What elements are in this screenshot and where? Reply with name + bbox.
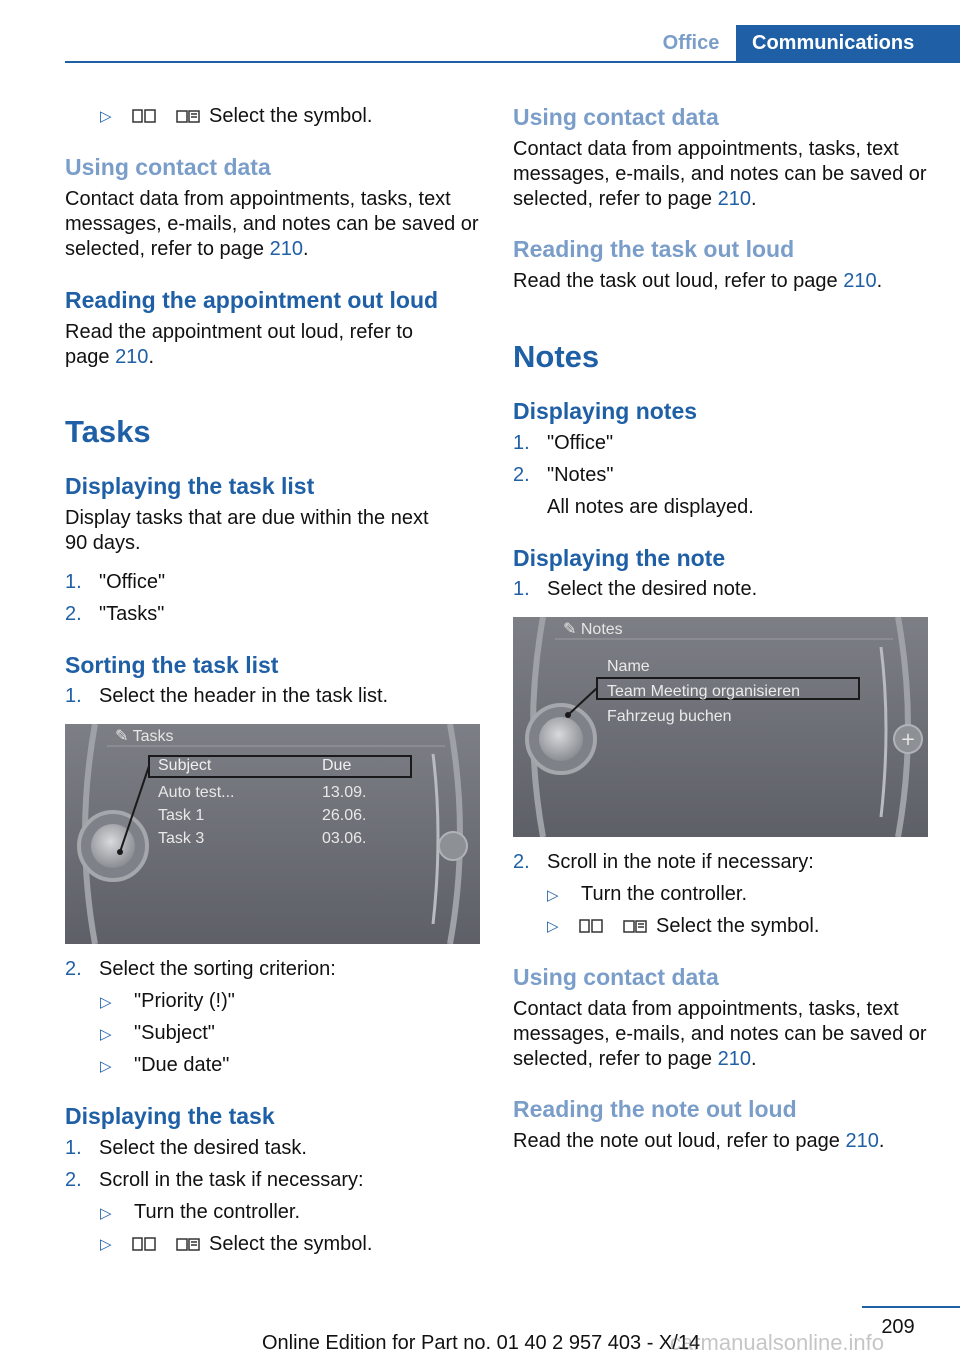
task-row-subject[interactable]: Auto test... xyxy=(158,784,235,801)
notes-title: Notes xyxy=(513,339,600,374)
task-loud-text xyxy=(513,269,882,294)
tasks-icon: ✎ xyxy=(115,728,129,745)
display-task-list-text xyxy=(65,506,429,556)
select-symbol-text: Select the symbol. xyxy=(209,1233,373,1255)
contact-heading-2: Using contact data xyxy=(513,964,719,990)
criterion-item xyxy=(100,989,235,1015)
notes-list xyxy=(607,654,800,729)
step-item xyxy=(513,850,814,875)
task-row-due: 26.06. xyxy=(322,807,367,824)
step-item xyxy=(65,1136,307,1161)
step-number: 1. xyxy=(65,685,82,707)
triangle-bullet-icon: ▷ xyxy=(100,1205,112,1222)
footer-rule xyxy=(862,1306,960,1308)
step-item xyxy=(513,431,613,456)
step-text: Scroll in the task if necessary: xyxy=(99,1169,364,1191)
contact-heading: Using contact data xyxy=(65,154,271,180)
criterion-item xyxy=(100,1021,215,1047)
triangle-bullet-icon: ▷ xyxy=(100,1236,112,1253)
period: . xyxy=(750,188,757,210)
display-task-list-heading: Displaying the task list xyxy=(65,473,315,499)
notes-all-text: All notes are displayed. xyxy=(547,496,754,518)
text-line: Display tasks that are due within the next xyxy=(65,507,429,529)
period: . xyxy=(750,1048,757,1070)
sub-item xyxy=(547,882,747,908)
contact-text-line: messages, e-mails, and notes can be saved or xyxy=(513,163,927,185)
step-item xyxy=(513,577,757,602)
step-text: "Tasks" xyxy=(99,603,165,625)
step-text: Select the desired note. xyxy=(547,578,758,600)
step-text: "Office" xyxy=(99,571,166,593)
triangle-bullet-icon: ▷ xyxy=(100,1058,112,1075)
book-icon xyxy=(131,1236,157,1252)
text-fragment: Read the task out loud, refer to page xyxy=(513,270,844,292)
text-line xyxy=(65,345,413,370)
sorting-heading: Sorting the task list xyxy=(65,652,279,678)
step-item xyxy=(65,1168,364,1193)
step-number: 2. xyxy=(65,958,82,980)
tasks-screen-title xyxy=(115,726,173,746)
page-link[interactable]: 210 xyxy=(717,188,751,210)
sub-item xyxy=(100,1200,300,1226)
text-line: Read the appointment out loud, refer to xyxy=(65,321,414,343)
page-link[interactable]: 210 xyxy=(843,270,877,292)
step-text: Scroll in the note if necessary: xyxy=(547,851,814,873)
step-number: 2. xyxy=(513,851,530,873)
sub-item-text: Turn the controller. xyxy=(134,1201,301,1223)
text-fragment: Read the note out loud, refer to page xyxy=(513,1130,846,1152)
step-text: Select the sorting criterion: xyxy=(99,958,336,980)
contact-text-fragment: selected, refer to page xyxy=(513,1048,718,1070)
appointment-loud-text xyxy=(65,320,413,370)
note-loud-text xyxy=(513,1129,884,1154)
task-row-due: 03.06. xyxy=(322,830,367,847)
task-row-subject[interactable]: Task 3 xyxy=(158,830,205,847)
contact-heading: Using contact data xyxy=(513,104,719,130)
task-row-subject[interactable]: Task 1 xyxy=(158,807,205,824)
step-item xyxy=(65,602,164,627)
contact-text-fragment: selected, refer to page xyxy=(513,188,718,210)
step-text: Select the desired task. xyxy=(99,1137,307,1159)
svg-text:+: + xyxy=(900,729,916,750)
sub-item-text: Turn the controller. xyxy=(581,883,748,905)
book-icon xyxy=(131,108,157,124)
tasks-screen-image xyxy=(65,724,480,944)
task-row-due: 13.09. xyxy=(322,784,367,801)
period: . xyxy=(876,270,883,292)
text-fragment: page xyxy=(65,346,116,368)
note-loud-heading: Reading the note out loud xyxy=(513,1096,797,1122)
step-item xyxy=(513,463,613,488)
step-text: "Notes" xyxy=(547,464,614,486)
step-number: 1. xyxy=(65,1137,82,1159)
open-book-icon xyxy=(175,108,201,124)
triangle-bullet-icon: ▷ xyxy=(100,994,112,1011)
page-link[interactable]: 210 xyxy=(845,1130,879,1152)
notes-screen-image xyxy=(513,617,928,837)
contact-text-line: messages, e-mails, and notes can be saved or xyxy=(513,1023,927,1045)
header-rule xyxy=(65,61,960,63)
criterion-item xyxy=(100,1053,229,1079)
page-link[interactable]: 210 xyxy=(717,1048,751,1070)
page-link[interactable]: 210 xyxy=(269,238,303,260)
contact-text-fragment: selected, refer to page xyxy=(65,238,270,260)
contact-text-line xyxy=(65,237,485,262)
select-symbol-text: Select the symbol. xyxy=(209,105,373,127)
step-number: 2. xyxy=(65,603,82,625)
tab-communications[interactable]: Communications xyxy=(736,25,960,61)
notes-list-header: Name xyxy=(607,658,650,675)
triangle-bullet-icon: ▷ xyxy=(100,108,112,125)
triangle-bullet-icon: ▷ xyxy=(547,887,559,904)
notes-list-item[interactable]: Team Meeting organisieren xyxy=(607,683,800,700)
triangle-bullet-icon: ▷ xyxy=(547,918,559,935)
notes-screen-title xyxy=(563,619,623,639)
page-link[interactable]: 210 xyxy=(115,346,149,368)
contact-text xyxy=(513,137,933,212)
contact-text-2 xyxy=(513,997,933,1072)
step-item xyxy=(65,684,388,709)
display-task-heading: Displaying the task xyxy=(65,1103,275,1129)
criterion-text: "Priority (!)" xyxy=(134,990,235,1012)
step-number: 1. xyxy=(513,432,530,454)
appointment-loud-heading: Reading the appointment out loud xyxy=(65,287,439,313)
step-number: 1. xyxy=(513,578,530,600)
tab-office[interactable]: Office xyxy=(662,32,720,54)
display-note-heading: Displaying the note xyxy=(513,545,726,571)
task-loud-heading: Reading the task out loud xyxy=(513,236,795,262)
period: . xyxy=(302,238,309,260)
col-subject[interactable]: Subject xyxy=(158,757,212,774)
col-due[interactable]: Due xyxy=(322,757,352,774)
book-icon xyxy=(578,918,604,934)
select-symbol-text: Select the symbol. xyxy=(656,915,820,937)
period: . xyxy=(878,1130,885,1152)
criterion-text: "Due date" xyxy=(134,1054,230,1076)
step-text: Select the header in the task list. xyxy=(99,685,389,707)
contact-text-line: Contact data from appointments, tasks, text xyxy=(65,188,451,210)
notes-screen-title-text: Notes xyxy=(580,621,623,638)
step-number: 1. xyxy=(65,571,82,593)
triangle-bullet-icon: ▷ xyxy=(100,1026,112,1043)
notes-icon: ✎ xyxy=(563,621,577,638)
open-book-icon xyxy=(622,918,648,934)
tasks-screen-title-text: Tasks xyxy=(132,728,174,745)
display-notes-heading: Displaying notes xyxy=(513,398,698,424)
contact-text-line xyxy=(513,187,933,212)
tasks-title: Tasks xyxy=(65,414,151,449)
step-item xyxy=(65,957,336,982)
notes-list-item[interactable]: Fahrzeug buchen xyxy=(607,708,732,725)
edition-text: Online Edition for Part no. 01 40 2 957 403 - X/14 xyxy=(262,1332,701,1354)
contact-text-line: Contact data from appointments, tasks, text xyxy=(513,138,899,160)
contact-text-line: Contact data from appointments, tasks, text xyxy=(513,998,899,1020)
criterion-text: "Subject" xyxy=(134,1022,215,1044)
contact-text-line xyxy=(513,1047,933,1072)
step-text: "Office" xyxy=(547,432,614,454)
period: . xyxy=(148,346,154,368)
step-number: 2. xyxy=(513,464,530,486)
watermark: carmanualsonline.info xyxy=(670,1330,885,1355)
text-line: 90 days. xyxy=(65,532,141,554)
contact-text-line: messages, e-mails, and notes can be saved or xyxy=(65,213,479,235)
task-dues xyxy=(322,781,366,850)
step-item xyxy=(65,570,165,595)
page-number: 209 xyxy=(881,1316,915,1338)
contact-text xyxy=(65,187,485,262)
open-book-icon xyxy=(175,1236,201,1252)
task-subjects xyxy=(158,781,234,850)
step-number: 2. xyxy=(65,1169,82,1191)
